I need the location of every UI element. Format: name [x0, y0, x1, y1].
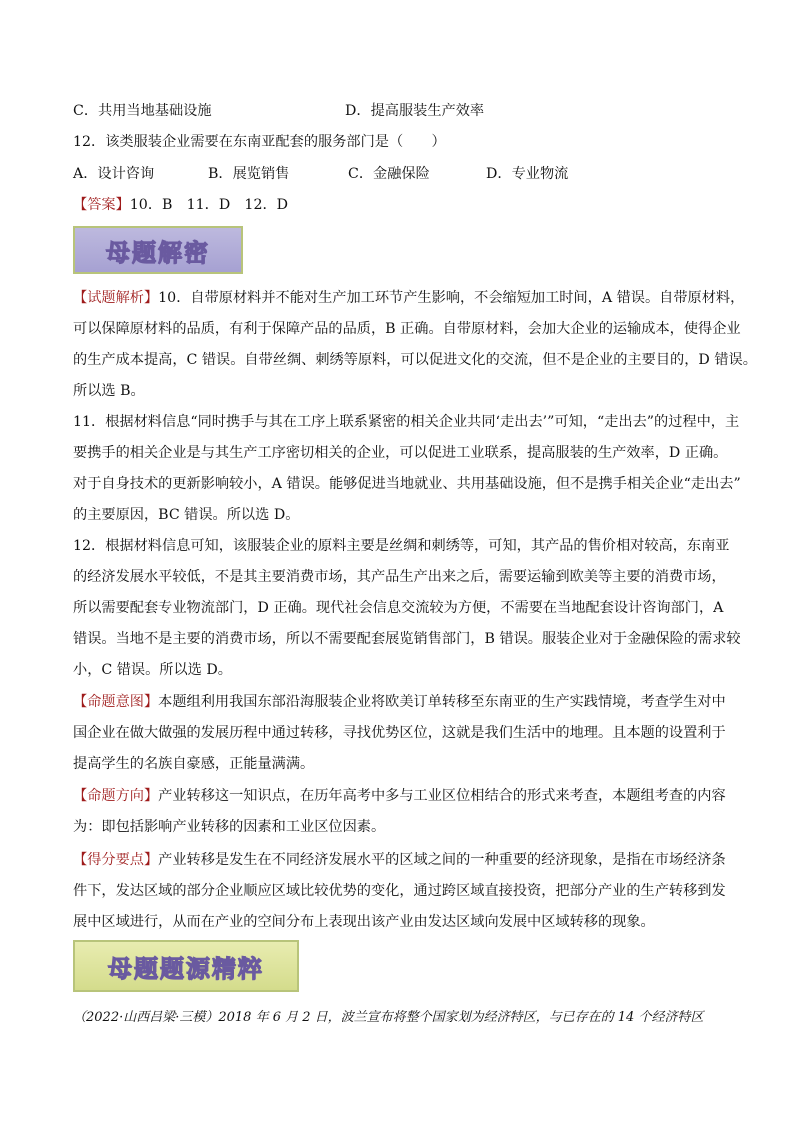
analysis-text-10: 所以需要配套专业物流部门，D 正确。现代社会信息交流较为方便，不需要在当地配套设计咨询部门，A [73, 600, 724, 616]
analysis-text-4: 11．根据材料信息“同时携手与其在工序上联系紧密的相关企业共同‘走出去’”可知，“走出去”的过程中，主 [73, 414, 740, 430]
intent-tag: 【命题意图】 [73, 694, 159, 710]
analysis-text-9: 的经济发展水平较低，不是其主要消费市场，其产品生产出来之后，需要运输到欧美等主要的消费市场， [73, 569, 726, 585]
intent-text-2: 提高学生的名族自豪感，正能量满满。 [73, 756, 315, 772]
source-question-line: （2022·山西吕梁·三模）2018 年 6 月 2 日，波兰宣布将整个国家划为经济特区，与已存在的 14 个经济特区 [73, 1010, 704, 1025]
q12-option-a: A．设计咨询 [73, 166, 155, 182]
option-d: D．提高服装生产效率 [345, 103, 485, 119]
question-12-stem: 12．该类服装企业需要在东南亚配套的服务部门是（ ） [73, 134, 446, 150]
direction-text-0: 产业转移这一知识点，在历年高考中多与工业区位相结合的形式来考查，本题组考查的内容 [158, 788, 726, 804]
intent-line-1 [73, 692, 726, 712]
q12-option-d: D．专业物流 [486, 166, 569, 182]
analysis-text-5: 要携手的相关企业是与其生产工序密切相关的企业，可以促进工业联系，提高服装的生产效率，D 正确。 [73, 445, 728, 461]
direction-line-1 [73, 786, 726, 806]
analysis-text-2: 的生产成本提高，C 错误。自带丝绸、刺绣等原料，可以促进文化的交流，但不是企业的主要目的，D 错误。 [73, 352, 757, 368]
points-text-1: 件下，发达区域的部分企业顺应区域比较优势的变化，通过跨区域直接投资，把部分产业的生产转移到发 [73, 883, 726, 899]
direction-text-1: 为：即包括影响产业转移的因素和工业区位因素。 [73, 819, 386, 835]
analysis-text-6: 对于自身技术的更新影响较小，A 错误。能够促进当地就业、共用基础设施，但不是携手相关企业“走出去” [73, 476, 741, 492]
analysis-text-1: 可以保障原材料的品质，有利于保障产品的品质，B 正确。自带原材料，会加大企业的运输成本，使得企业 [73, 321, 741, 337]
analysis-text-12: 小，C 错误。所以选 D。 [73, 662, 232, 678]
analysis-text-3: 所以选 B。 [73, 383, 145, 399]
section-banner-source: 母题题源精粹 [73, 940, 299, 992]
option-c: C．共用当地基础设施 [73, 103, 212, 119]
intent-text-0: 本题组利用我国东部沿海服装企业将欧美订单转移至东南亚的生产实践情境，考查学生对中 [158, 694, 726, 710]
analysis-text-7: 的主要原因，BC 错误。所以选 D。 [73, 507, 300, 523]
section-banner-analysis: 母题解密 [73, 226, 243, 274]
intent-text-1: 国企业在做大做强的发展历程中通过转移，寻找优势区位，这就是我们生活中的地理。且本题的设置利于 [73, 725, 726, 741]
analysis-line-1 [73, 288, 744, 308]
analysis-tag: 【试题解析】 [73, 290, 159, 306]
points-text-0: 产业转移是发生在不同经济发展水平的区域之间的一种重要的经济现象，是指在市场经济条 [158, 852, 726, 868]
analysis-text-11: 错误。当地不是主要的消费市场，所以不需要配套展览销售部门，B 错误。服装企业对于金融保险的需求较 [73, 631, 741, 647]
answer-line [73, 195, 288, 215]
direction-tag: 【命题方向】 [73, 788, 159, 804]
q12-option-b: B．展览销售 [208, 166, 290, 182]
q12-option-c: C．金融保险 [348, 166, 430, 182]
answer-text: 10．B 11．D 12．D [129, 197, 289, 213]
points-tag: 【得分要点】 [73, 852, 159, 868]
points-line-1 [73, 850, 726, 870]
answer-tag: 【答案】 [73, 197, 130, 213]
analysis-text-0: 10．自带原材料并不能对生产加工环节产生影响，不会缩短加工时间，A 错误。自带原材料， [158, 290, 745, 306]
analysis-text-8: 12．根据材料信息可知，该服装企业的原料主要是丝绸和刺绣等，可知，其产品的售价相对较高，东南亚 [73, 538, 730, 554]
points-text-2: 展中区域进行，从而在产业的空间分布上表现出该产业由发达区域向发展中区域转移的现象。 [73, 914, 655, 930]
